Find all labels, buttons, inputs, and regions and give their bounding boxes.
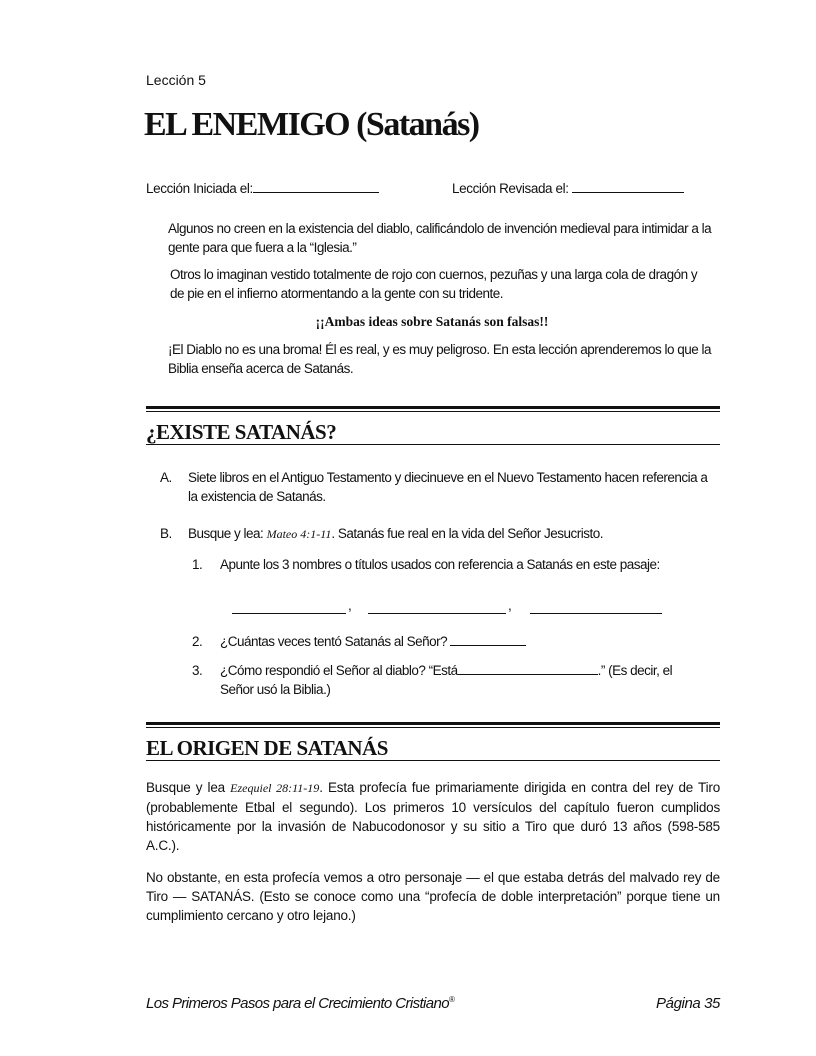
section-divider-2: [146, 722, 720, 728]
footer-trademark: ®: [449, 995, 455, 1004]
section-divider-1: [146, 406, 720, 412]
blank-separator-1: ,: [348, 598, 352, 613]
answer-blank-2[interactable]: [368, 598, 506, 614]
footer-book-title-text: Los Primeros Pasos para el Crecimiento Cristiano: [146, 995, 449, 1012]
lesson-reviewed-blank[interactable]: [572, 180, 684, 193]
question-3: [192, 661, 702, 699]
item-a-text: Siete libros en el Antiguo Testamento y diecinueve en el Nuevo Testamento hacen referencia a la existencia de Satanás.: [188, 470, 708, 504]
intro-paragraph-1: Algunos no creen en la existencia del diablo, calificándolo de invención medieval para intimidar a la gente para que fuera a la “Iglesia.”: [168, 221, 712, 255]
question-3-text-before: ¿Cómo respondió el Señor al diablo? “Está: [220, 663, 458, 678]
question-2-blank[interactable]: [450, 633, 526, 646]
question-2-label: 2.: [192, 634, 203, 649]
item-a: [160, 468, 720, 506]
lesson-started-field: [146, 180, 379, 196]
answer-blank-3[interactable]: [530, 598, 662, 614]
question-3-blank[interactable]: [458, 662, 598, 675]
origen-p1-after: . Esta profecía fue primariamente dirigida en contra del rey de Tiro (probablemente Etbal el segundo). Los primeros 10 versículos del capítulo fueron cumplidos históricamente por la invasión de Nabucodonosor y su sitio a Tiro que duró 13 años (598-585 A.C.).: [146, 780, 721, 853]
lesson-started-blank[interactable]: [253, 180, 379, 193]
item-b-text-after: . Satanás fue real en la vida del Señor Jesucristo.: [331, 526, 604, 541]
page-title: EL ENEMIGO (Satanás): [144, 106, 479, 143]
item-a-label: A.: [160, 470, 172, 485]
question-1-label: 1.: [192, 557, 203, 572]
item-b-label: B.: [160, 526, 172, 541]
lesson-reviewed-field: [452, 180, 684, 196]
footer-book-title: [146, 995, 454, 1012]
lesson-started-label: Lección Iniciada el:: [146, 181, 253, 196]
question-2-text: ¿Cuántas veces tentó Satanás al Señor?: [220, 634, 448, 649]
item-b: [160, 524, 720, 544]
lesson-reviewed-label: Lección Revisada el:: [452, 181, 569, 196]
question-1-text: Apunte los 3 nombres o títulos usados con referencia a Satanás en este pasaje:: [220, 557, 660, 572]
origen-p1-reference: Ezequiel 28:11-19: [230, 781, 320, 795]
blank-separator-2: ,: [508, 598, 512, 613]
question-2: [192, 632, 702, 651]
question-3-text-after: .” (Es decir, el Señor usó la Biblia.): [220, 663, 673, 697]
item-b-reference: Mateo 4:1-11: [266, 527, 332, 541]
section-heading-existe: ¿EXISTE SATANÁS?: [146, 420, 720, 445]
intro-paragraph-3: ¡El Diablo no es una broma! Él es real, y es muy peligroso. En esta lección aprenderemos lo que la Biblia enseña acerca de Satanás.: [168, 342, 712, 376]
lesson-number: Lección 5: [146, 72, 206, 88]
origen-paragraph-2: No obstante, en esta profecía vemos a otro personaje — el que estaba detrás del malvado rey de Tiro — SATANÁS. (Esto se conoce como una “profecía de doble interpretación” porque tiene un cumplimiento cercano y otro lejano.): [146, 870, 720, 923]
section-heading-origen: EL ORIGEN DE SATANÁS: [146, 736, 720, 761]
footer-page-number: Página 35: [656, 995, 720, 1012]
origen-paragraph-1: [146, 778, 720, 855]
question-1: [192, 555, 702, 574]
item-b-text-before: Busque y lea:: [188, 526, 264, 541]
origen-p1-before: Busque y lea: [146, 780, 225, 795]
intro-emphasis: ¡¡Ambas ideas sobre Satanás son falsas!!: [315, 314, 549, 329]
intro-paragraph-2: Otros lo imaginan vestido totalmente de rojo con cuernos, pezuñas y una larga cola de dragón y de pie en el infierno atormentando a la gente con su tridente.: [170, 267, 698, 301]
answer-blank-1[interactable]: [232, 598, 346, 614]
question-3-label: 3.: [192, 663, 203, 678]
